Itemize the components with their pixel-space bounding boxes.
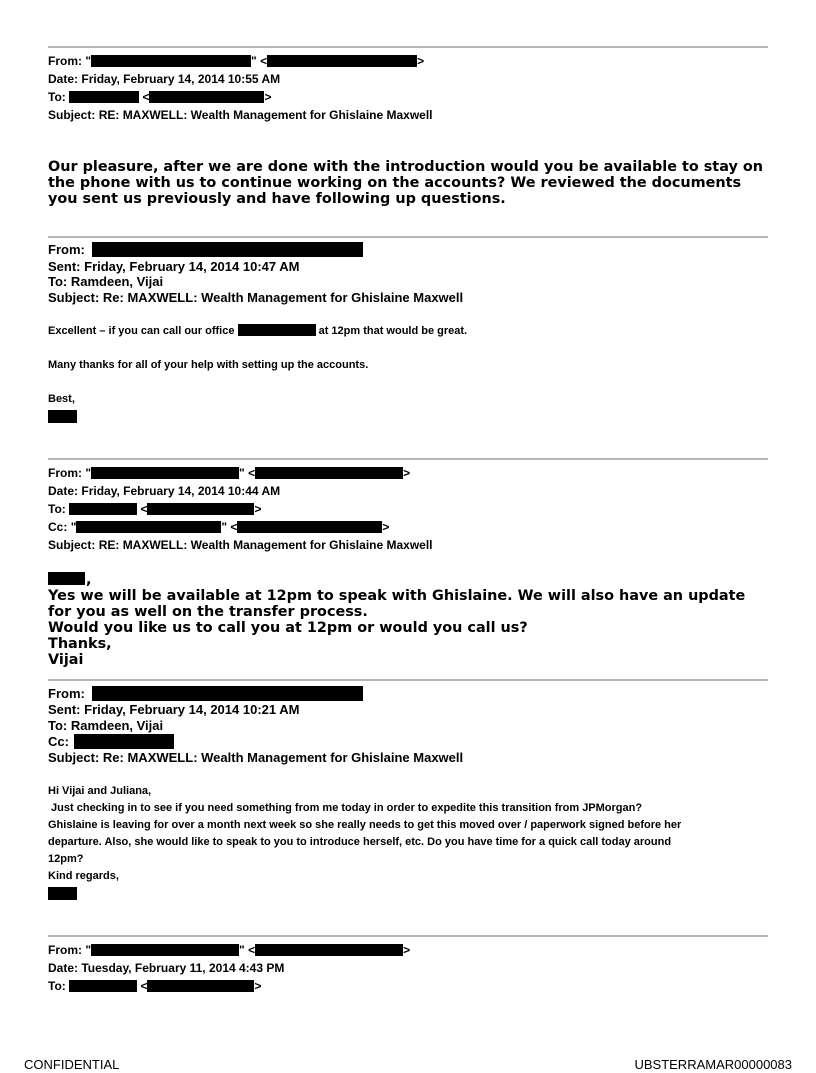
email-signature: Vijai (48, 652, 84, 668)
redaction-block (48, 887, 77, 900)
email-to: Ramdeen, Vijai (70, 274, 164, 289)
email-from-line: From: " " < > (48, 466, 411, 480)
subject-label: Subject: (48, 290, 100, 305)
email-sent-line (48, 702, 299, 718)
email-to: Ramdeen, Vijai (70, 718, 164, 733)
cc-label: Cc: (48, 734, 69, 749)
email-subject: RE: MAXWELL: Wealth Management for Ghislaine Maxwell (98, 538, 433, 552)
email-body-line: Thanks, (48, 636, 112, 652)
separator-rule (48, 236, 768, 238)
email-body-line: Yes we will be available at 12pm to speak with Ghislaine. We will also have an update for you as well on the transfer process. (48, 588, 746, 620)
date-label: Date: (48, 961, 79, 975)
email-date-line (48, 70, 280, 88)
redaction-block (91, 944, 239, 956)
redaction-block (237, 521, 382, 533)
email-from-line (48, 242, 85, 258)
from-label: From: (48, 242, 85, 257)
redaction-block (69, 91, 139, 103)
to-label: To: (48, 502, 66, 516)
separator-rule (48, 679, 768, 681)
email-sent: Friday, February 14, 2014 10:47 AM (84, 259, 300, 274)
email-body-line: Just checking in to see if you need something from me today in order to expedite this transition from JPMorgan? (48, 802, 643, 814)
email-from-line: From: " " < > (48, 943, 411, 957)
subject-label: Subject: (48, 750, 100, 765)
email-body: Our pleasure, after we are done with the introduction would you be available to stay on the phone with us to continue working on the accounts? We reviewed the documents you sent us previously and have following up questions. (48, 159, 763, 207)
email-body-line: Excellent – if you can call our office at 12pm that would be great. (48, 325, 468, 337)
email-to-line (48, 718, 163, 734)
email-body-line: Would you like us to call you at 12pm or would you call us? (48, 620, 528, 636)
footer-confidential: CONFIDENTIAL (24, 1057, 120, 1072)
email-body-line: Many thanks for all of your help with setting up the accounts. (48, 359, 369, 371)
sent-label: Sent: (48, 259, 81, 274)
redaction-block (48, 572, 85, 585)
separator-rule (48, 935, 768, 937)
email-date-line (48, 959, 284, 977)
redaction-block (267, 55, 417, 67)
subject-label: Subject: (48, 108, 96, 122)
email-subject-line (48, 290, 463, 306)
redaction-block (147, 503, 254, 515)
from-label: From: (48, 54, 82, 68)
email-closing: Best, (48, 393, 75, 405)
email-to-line: To: < > (48, 979, 262, 993)
from-label: From: (48, 943, 82, 957)
separator-rule (48, 46, 768, 48)
cc-label: Cc: (48, 520, 68, 534)
redaction-block (91, 467, 239, 479)
separator-rule (48, 458, 768, 460)
to-label: To: (48, 718, 68, 733)
email-body-line: Ghislaine is leaving for over a month next week so she really needs to get this moved over / paperwork signed before her (48, 819, 682, 831)
redaction-block (76, 521, 221, 533)
email-to-line: To: < > (48, 502, 262, 516)
email-cc-line (48, 734, 69, 750)
redaction-block (255, 467, 403, 479)
email-from-line (48, 686, 85, 702)
subject-label: Subject: (48, 538, 96, 552)
redaction-block (69, 980, 137, 992)
date-label: Date: (48, 72, 79, 86)
redaction-block (149, 91, 264, 103)
email-subject: RE: MAXWELL: Wealth Management for Ghislaine Maxwell (98, 108, 433, 122)
email-subject: Re: MAXWELL: Wealth Management for Ghislaine Maxwell (102, 750, 464, 765)
email-body-line: departure. Also, she would like to speak to you to introduce herself, etc. Do you have time for a quick call today around (48, 836, 672, 848)
redaction-block (238, 324, 316, 336)
email-subject-line (48, 750, 463, 766)
email-subject-line (48, 106, 433, 124)
redaction-block (48, 410, 77, 423)
email-body-line: 12pm? (48, 853, 84, 865)
email-to-line: To: < > (48, 90, 272, 104)
email-date: Friday, February 14, 2014 10:44 AM (81, 484, 281, 498)
redaction-block (255, 944, 403, 956)
to-label: To: (48, 979, 66, 993)
to-label: To: (48, 90, 66, 104)
email-sent-line (48, 259, 299, 275)
email-date-line (48, 482, 280, 500)
email-date: Tuesday, February 11, 2014 4:43 PM (81, 961, 285, 975)
footer-bates-number: UBSTERRAMAR00000083 (634, 1057, 792, 1072)
email-cc-line: Cc: " " < > (48, 520, 390, 534)
date-label: Date: (48, 484, 79, 498)
email-sent: Friday, February 14, 2014 10:21 AM (84, 702, 300, 717)
sent-label: Sent: (48, 702, 81, 717)
email-subject-line (48, 536, 433, 554)
redaction-block (92, 242, 363, 257)
email-greeting-comma: , (86, 572, 92, 588)
email-from-line: From: " " < > (48, 54, 425, 68)
email-greeting: Hi Vijai and Juliana, (48, 785, 152, 797)
from-label: From: (48, 466, 82, 480)
email-to-line (48, 274, 163, 290)
email-date: Friday, February 14, 2014 10:55 AM (81, 72, 281, 86)
email-subject: Re: MAXWELL: Wealth Management for Ghislaine Maxwell (102, 290, 464, 305)
redaction-block (147, 980, 254, 992)
redaction-block (74, 734, 174, 749)
from-label: From: (48, 686, 85, 701)
redaction-block (92, 686, 363, 701)
to-label: To: (48, 274, 68, 289)
redaction-block (91, 55, 251, 67)
email-closing: Kind regards, (48, 870, 119, 882)
redaction-block (69, 503, 137, 515)
